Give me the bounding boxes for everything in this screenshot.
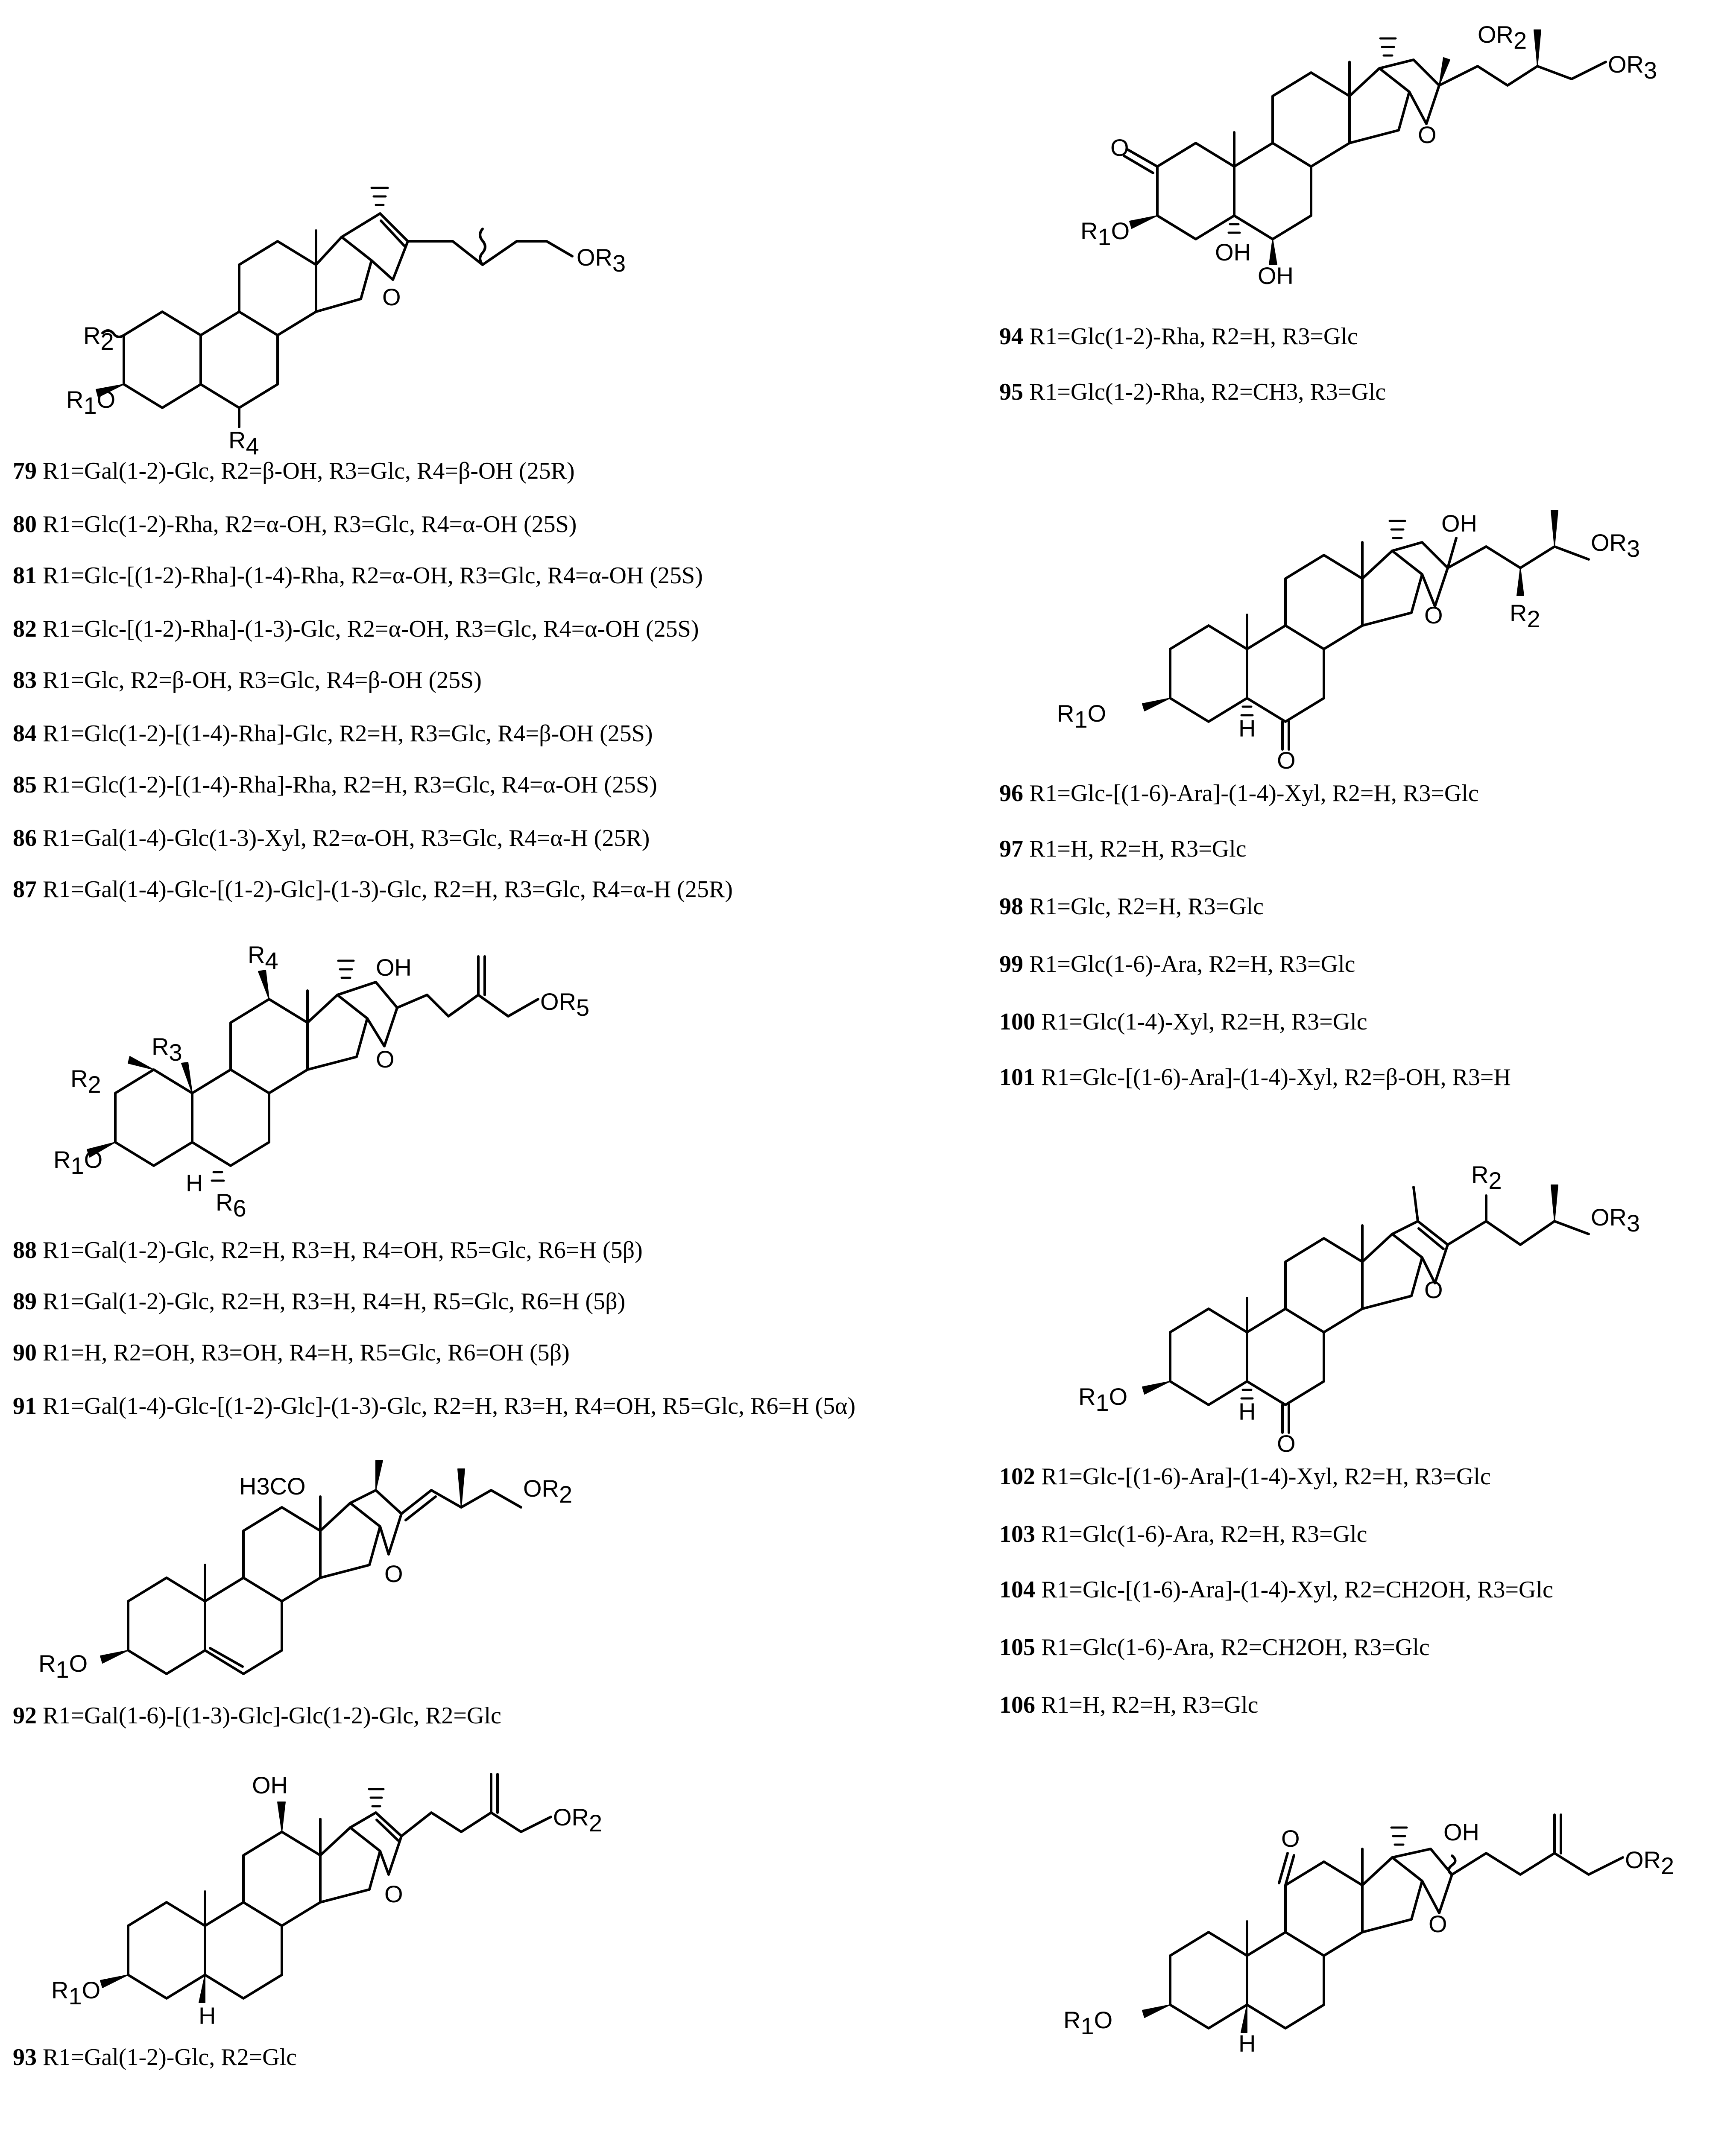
ring-oxygen-label: O (1429, 1910, 1447, 1937)
ring-oxygen-label: O (1418, 121, 1437, 148)
ketone-label: O (1277, 747, 1296, 774)
structure-88-91 (43, 927, 641, 1225)
or5-label: OR5 (540, 988, 590, 1021)
r1o-label: R1O (1063, 2006, 1113, 2039)
compound-85-caption: 85 R1=Glc(1-2)-[(1-4)-Rha]-Rha, R2=H, R3=Glc, R4=α-OH (25S) (13, 772, 657, 798)
r4-label: R4 (228, 427, 259, 459)
r1o-label: R1O (51, 1977, 101, 2009)
or2-label: OR2 (1478, 21, 1527, 54)
compound-87-caption: 87 R1=Gal(1-4)-Glc-[(1-2)-Glc]-(1-3)-Glc, R2=H, R3=Glc, R4=α-H (25R) (13, 876, 733, 903)
r4-label: R4 (248, 941, 278, 974)
6-oh-label: OH (1258, 262, 1294, 289)
compound-101-caption: 101 R1=Glc-[(1-6)-Ara]-(1-4)-Xyl, R2=β-OH, R3=H (999, 1064, 1511, 1091)
compound-102-caption: 102 R1=Glc-[(1-6)-Ara]-(1-4)-Xyl, R2=H, R3=Glc (999, 1463, 1491, 1490)
ring-oxygen-label: O (382, 284, 401, 310)
compound-100-caption: 100 R1=Glc(1-4)-Xyl, R2=H, R3=Glc (999, 1009, 1367, 1035)
compound-95-caption: 95 R1=Glc(1-2)-Rha, R2=CH3, R3=Glc (999, 379, 1386, 405)
ketone-label: O (1277, 1430, 1296, 1457)
structure-107 (1055, 1764, 1734, 2057)
structure-79-87 (60, 13, 658, 459)
structure-102-106 (1068, 1144, 1730, 1457)
compound-79-caption: 79 R1=Gal(1-2)-Glc, R2=β-OH, R3=Glc, R4=β-OH (25R) (13, 458, 575, 484)
r1o-label: R1O (1080, 217, 1130, 250)
compound-84-caption: 84 R1=Glc(1-2)-[(1-4)-Rha]-Glc, R2=H, R3=Glc, R4=β-OH (25S) (13, 720, 653, 747)
or3-label: OR3 (1591, 1204, 1640, 1237)
compound-103-caption: 103 R1=Glc(1-6)-Ara, R2=H, R3=Glc (999, 1521, 1367, 1547)
ring-oxygen-label: O (1424, 602, 1443, 629)
r2-label: R2 (70, 1065, 101, 1098)
r3-label: R3 (152, 1033, 182, 1066)
compound-88-caption: 88 R1=Gal(1-2)-Glc, R2=H, R3=H, R4=OH, R5=Glc, R6=H (5β) (13, 1237, 643, 1263)
ring-oxygen-label: O (384, 1881, 403, 1907)
r1o-label: R1O (66, 386, 116, 419)
oh-label: OH (376, 954, 412, 981)
compound-86-caption: 86 R1=Gal(1-4)-Glc(1-3)-Xyl, R2=α-OH, R3=Glc, R4=α-H (25R) (13, 825, 650, 851)
r1o-label: R1O (1078, 1383, 1128, 1416)
r6-label: R6 (216, 1189, 246, 1222)
r2-label: R2 (1471, 1161, 1502, 1194)
h-label: H (1238, 1398, 1256, 1425)
oh-label: OH (1443, 1819, 1479, 1845)
r1o-label: R1O (1057, 700, 1107, 733)
structure-93 (38, 1751, 636, 2028)
5-oh-label: OH (1215, 239, 1251, 266)
structure-94-95 (1068, 9, 1734, 299)
h-label: H (1238, 715, 1256, 742)
or3-label: OR3 (1608, 51, 1657, 84)
compound-97-caption: 97 R1=H, R2=H, R3=Glc (999, 836, 1247, 862)
ring-oxygen-label: O (1424, 1276, 1443, 1303)
ketone-label: O (1110, 134, 1129, 161)
compound-94-caption: 94 R1=Glc(1-2)-Rha, R2=H, R3=Glc (999, 323, 1358, 350)
structure-92 (38, 1443, 594, 1691)
or3-label: OR3 (1591, 529, 1640, 562)
h-label: H (1238, 2030, 1256, 2057)
ring-oxygen-label: O (376, 1046, 395, 1073)
compound-81-caption: 81 R1=Glc-[(1-2)-Rha]-(1-4)-Rha, R2=α-OH, R3=Glc, R4=α-OH (25S) (13, 562, 703, 589)
or2-label: OR2 (1625, 1846, 1675, 1879)
or2-label: OR2 (523, 1475, 573, 1508)
ring-oxygen-label: O (384, 1560, 403, 1587)
r2-label: R2 (1510, 600, 1540, 632)
compound-91-caption: 91 R1=Gal(1-4)-Glc-[(1-2)-Glc]-(1-3)-Glc, R2=H, R3=H, R4=OH, R5=Glc, R6=H (5α) (13, 1393, 856, 1419)
h-label: H (186, 1170, 203, 1196)
compound-80-caption: 80 R1=Glc(1-2)-Rha, R2=α-OH, R3=Glc, R4=α-OH (25S) (13, 511, 577, 538)
or2-label: OR2 (553, 1804, 603, 1837)
compound-89-caption: 89 R1=Gal(1-2)-Glc, R2=H, R3=H, R4=H, R5=Glc, R6=H (5β) (13, 1288, 626, 1315)
compound-82-caption: 82 R1=Glc-[(1-2)-Rha]-(1-3)-Glc, R2=α-OH, R3=Glc, R4=α-OH (25S) (13, 616, 699, 642)
compound-106-caption: 106 R1=H, R2=H, R3=Glc (999, 1692, 1259, 1718)
compound-99-caption: 99 R1=Glc(1-6)-Ara, R2=H, R3=Glc (999, 951, 1355, 977)
h3co-label: H3CO (239, 1473, 306, 1500)
compound-98-caption: 98 R1=Glc, R2=H, R3=Glc (999, 893, 1264, 920)
compound-93-caption: 93 R1=Gal(1-2)-Glc, R2=Glc (13, 2044, 297, 2071)
compound-104-caption: 104 R1=Glc-[(1-6)-Ara]-(1-4)-Xyl, R2=CH2OH, R3=Glc (999, 1576, 1553, 1603)
r1o-label: R1O (53, 1146, 103, 1179)
ketone-label: O (1281, 1825, 1300, 1852)
structure-96-101 (1051, 500, 1721, 777)
h-label: H (199, 2002, 216, 2029)
r2-label: R2 (83, 322, 114, 355)
compound-92-caption: 92 R1=Gal(1-6)-[(1-3)-Glc]-Glc(1-2)-Glc, R2=Glc (13, 1702, 501, 1729)
compound-90-caption: 90 R1=H, R2=OH, R3=OH, R4=H, R5=Glc, R6=OH (5β) (13, 1339, 570, 1366)
oh-label: OH (1441, 510, 1477, 537)
compound-83-caption: 83 R1=Glc, R2=β-OH, R3=Glc, R4=β-OH (25S) (13, 667, 482, 693)
compound-105-caption: 105 R1=Glc(1-6)-Ara, R2=CH2OH, R3=Glc (999, 1634, 1430, 1661)
r1o-label: R1O (38, 1650, 88, 1683)
oh-label: OH (252, 1772, 288, 1799)
compound-96-caption: 96 R1=Glc-[(1-6)-Ara]-(1-4)-Xyl, R2=H, R3=Glc (999, 780, 1479, 807)
or3-label: OR3 (577, 244, 626, 277)
